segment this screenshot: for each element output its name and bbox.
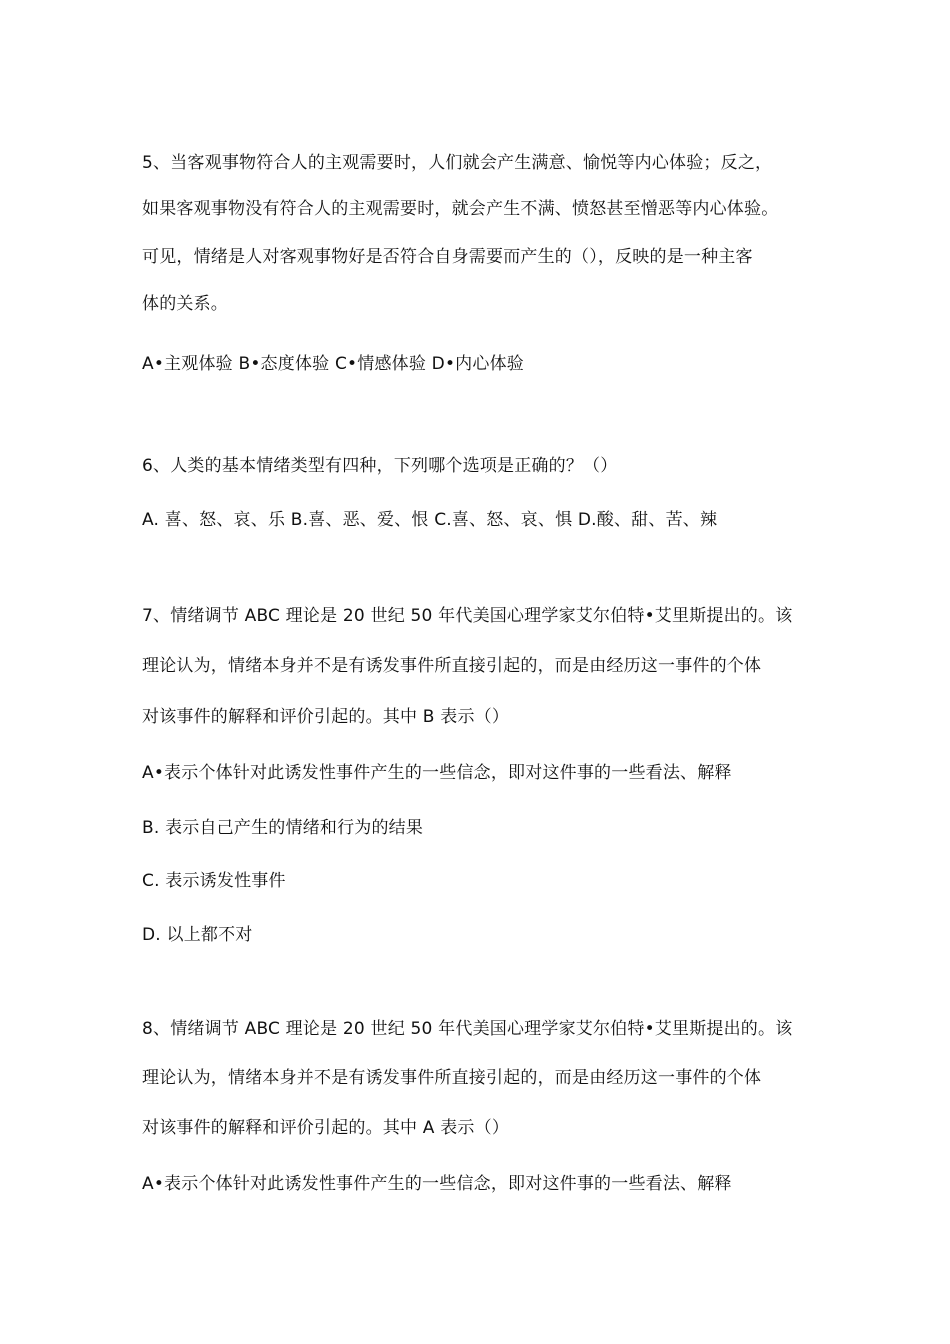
question-7-stem-line-2: 理论认为，情绪本身并不是有诱发事件所直接引起的，而是由经历这一事件的个体: [142, 656, 762, 676]
question-8-stem-line-2: 理论认为，情绪本身并不是有诱发事件所直接引起的，而是由经历这一事件的个体: [142, 1068, 762, 1088]
question-5-stem-line-4: 体的关系。: [142, 294, 228, 314]
question-8-stem-line-1: 8、情绪调节 ABC 理论是 20 世纪 50 年代美国心理学家艾尔伯特•艾里斯提出的。该: [142, 1019, 793, 1039]
question-5-stem-line-2: 如果客观事物没有符合人的主观需要时，就会产生不满、愤怒甚至憎恶等内心体验。: [142, 199, 779, 219]
question-7-stem-line-1: 7、情绪调节 ABC 理论是 20 世纪 50 年代美国心理学家艾尔伯特•艾里斯提出的。该: [142, 606, 793, 626]
question-7-option-a: A•表示个体针对此诱发性事件产生的一些信念，即对这件事的一些看法、解释: [142, 763, 732, 783]
question-7-stem-line-3: 对该事件的解释和评价引起的。其中 B 表示（）: [142, 707, 510, 727]
question-7-option-d: D. 以上都不对: [142, 925, 253, 945]
question-5-stem-line-1: 5、当客观事物符合人的主观需要时，人们就会产生满意、愉悦等内心体验；反之，: [142, 153, 773, 173]
question-5-options: A•主观体验 B•态度体验 C•情感体验 D•内心体验: [142, 354, 524, 374]
question-6-options: A. 喜、怒、哀、乐 B.喜、恶、爱、恨 C.喜、怒、哀、惧 D.酸、甜、苦、辣: [142, 510, 718, 530]
question-8-option-a: A•表示个体针对此诱发性事件产生的一些信念，即对这件事的一些看法、解释: [142, 1174, 732, 1194]
question-7-option-b: B. 表示自己产生的情绪和行为的结果: [142, 818, 424, 838]
question-5-stem-line-3: 可见，情绪是人对客观事物好是否符合自身需要而产生的（），反映的是一种主客: [142, 247, 753, 267]
question-8-stem-line-3: 对该事件的解释和评价引起的。其中 A 表示（）: [142, 1118, 510, 1138]
question-7-option-c: C. 表示诱发性事件: [142, 871, 286, 891]
question-6-stem-line-1: 6、人类的基本情绪类型有四种，下列哪个选项是正确的？（）: [142, 456, 618, 476]
